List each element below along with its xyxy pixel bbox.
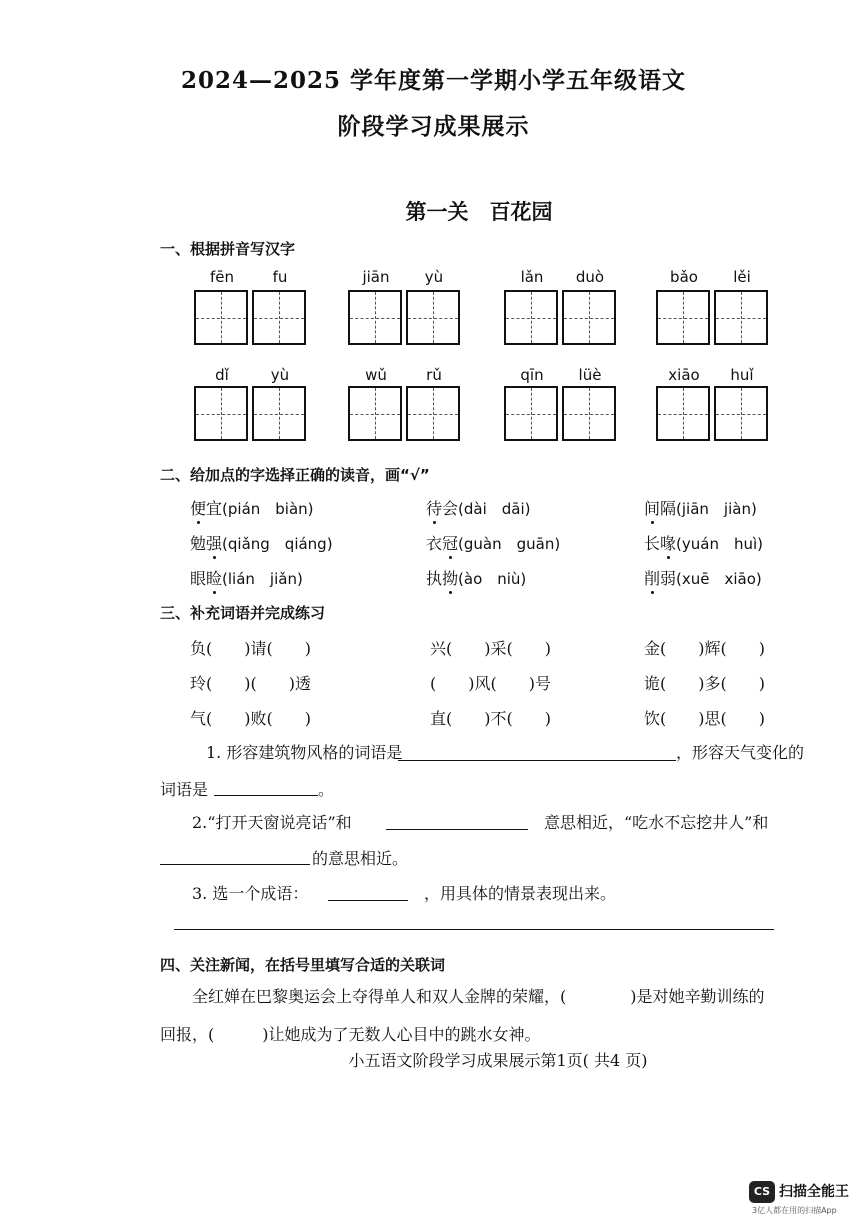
character-box[interactable] <box>656 290 710 345</box>
character-box[interactable] <box>194 386 248 441</box>
section4-heading: 四、关注新闻，在括号里填写合适的关联词 <box>160 956 446 974</box>
character-box[interactable] <box>504 386 558 441</box>
word-char: 宜 <box>206 499 223 518</box>
character-box[interactable] <box>348 386 402 441</box>
idiom-blank[interactable]: 兴( )采( ) <box>430 639 551 658</box>
pinyin-label: dǐ <box>215 366 229 384</box>
pronunciation-item[interactable] <box>190 496 314 519</box>
pronunciation-item[interactable] <box>644 496 757 519</box>
camscanner-logo: CS <box>749 1181 775 1203</box>
section2-heading: 二、给加点的字选择正确的读音，画“√” <box>160 466 430 484</box>
pinyin-options: (pián biàn) <box>222 500 314 518</box>
q1-answer-line-2[interactable] <box>214 795 318 796</box>
idiom-blank[interactable]: 直( )不( ) <box>430 709 551 728</box>
idiom-blank[interactable]: 诡( )多( ) <box>644 674 765 693</box>
character-box[interactable] <box>714 290 768 345</box>
pinyin-label: wǔ <box>365 366 387 384</box>
q3-end-text: ，用具体的情景表现出来。 <box>424 884 617 903</box>
exam-title: 2024—2025 学年度第一学期小学五年级语文 <box>180 67 687 94</box>
word-char: 衣 <box>426 534 443 553</box>
watermark-sub: 3亿人都在用的扫描App <box>752 1206 837 1215</box>
word-char: 间 <box>644 499 661 518</box>
word-char: 便 <box>190 499 207 518</box>
character-box[interactable] <box>194 290 248 345</box>
pinyin-label: rǔ <box>426 366 442 384</box>
news-line-1: 全红婵在巴黎奥运会上夺得单人和双人金牌的荣耀，( )是对她辛勤训练的 <box>192 987 765 1006</box>
watermark-name: 扫描全能王 <box>779 1184 849 1200</box>
character-box[interactable] <box>406 290 460 345</box>
word-char: 执 <box>426 569 443 588</box>
character-box[interactable] <box>714 386 768 441</box>
word-char: 冠 <box>442 534 459 553</box>
pinyin-options: (ào niù) <box>458 570 527 588</box>
character-box[interactable] <box>252 290 306 345</box>
character-box[interactable] <box>562 290 616 345</box>
character-box[interactable] <box>504 290 558 345</box>
word-char: 待 <box>426 499 443 518</box>
q2-end-text: 的意思相近。 <box>312 849 409 868</box>
pinyin-label: jiān <box>362 268 390 286</box>
pinyin-options: (qiǎng qiáng) <box>222 535 333 553</box>
pronunciation-item[interactable] <box>644 531 763 554</box>
pinyin-label: lěi <box>733 268 751 286</box>
q1-mid-text: ，形容天气变化的 <box>676 743 805 762</box>
q2-answer-line-2[interactable] <box>160 864 310 865</box>
pinyin-label: bǎo <box>670 268 698 286</box>
exam-subtitle: 阶段学习成果展示 <box>337 113 530 140</box>
section1-heading: 一、根据拼音写汉字 <box>160 240 296 258</box>
pronunciation-item[interactable] <box>644 566 762 589</box>
pinyin-label: huǐ <box>730 366 754 384</box>
q1-end-text: 。 <box>318 780 335 799</box>
q2-answer-line-1[interactable] <box>386 829 528 830</box>
q1-answer-line-1[interactable] <box>398 760 676 761</box>
idiom-blank[interactable]: 金( )辉( ) <box>644 639 765 658</box>
idiom-blank[interactable]: 气( )败( ) <box>190 709 311 728</box>
q2-prompt: 2.“打开天窗说亮话”和 <box>192 813 352 832</box>
pinyin-label: yù <box>270 366 290 384</box>
idiom-blank[interactable]: 饮( )思( ) <box>644 709 765 728</box>
idiom-blank[interactable]: ( )风( )号 <box>430 674 551 693</box>
word-char: 隔 <box>660 499 677 518</box>
word-char: 拗 <box>442 569 459 588</box>
pinyin-options: (dài dāi) <box>458 500 531 518</box>
word-char: 睑 <box>206 569 223 588</box>
word-char: 会 <box>442 499 459 518</box>
word-char: 喙 <box>660 534 677 553</box>
q3-prompt: 3. 选一个成语： <box>192 884 309 903</box>
word-char: 弱 <box>660 569 677 588</box>
q3-writing-line[interactable] <box>174 929 774 930</box>
character-box[interactable] <box>406 386 460 441</box>
pronunciation-item[interactable] <box>190 566 303 589</box>
pronunciation-item[interactable] <box>190 531 333 554</box>
q3-answer-line[interactable] <box>328 900 408 901</box>
word-char: 削 <box>644 569 661 588</box>
idiom-blank[interactable]: 玲( )( )透 <box>190 674 311 693</box>
character-box[interactable] <box>656 386 710 441</box>
pinyin-label: duò <box>575 268 605 286</box>
pinyin-label: yù <box>424 268 444 286</box>
character-box[interactable] <box>252 386 306 441</box>
pronunciation-item[interactable] <box>426 566 526 589</box>
section3-heading: 三、补充词语并完成练习 <box>160 604 326 622</box>
q1-prompt: 1. 形容建筑物风格的词语是 <box>206 743 403 762</box>
character-box[interactable] <box>348 290 402 345</box>
pinyin-options: (xuē xiāo) <box>676 570 762 588</box>
word-char: 长 <box>644 534 661 553</box>
pinyin-options: (jiān jiàn) <box>676 500 757 518</box>
level-title: 第一关 百花园 <box>405 199 553 224</box>
pinyin-label: qīn <box>520 366 544 384</box>
pinyin-label: fēn <box>209 268 235 286</box>
pinyin-options: (guàn guān) <box>458 535 561 553</box>
word-char: 勉 <box>190 534 207 553</box>
pinyin-label: lüè <box>578 366 602 384</box>
pinyin-label: lǎn <box>520 268 544 286</box>
pronunciation-item[interactable] <box>426 496 531 519</box>
q2-mid-text: 意思相近，“吃水不忘挖井人”和 <box>544 813 769 832</box>
pinyin-label: xiāo <box>668 366 700 384</box>
character-box[interactable] <box>562 386 616 441</box>
page-footer: 小五语文阶段学习成果展示第1页( 共4 页) <box>348 1051 648 1070</box>
pinyin-options: (yuán huì) <box>676 535 763 553</box>
q1-cont-text: 词语是 <box>160 780 209 799</box>
pinyin-label: fu <box>272 268 288 286</box>
word-char: 强 <box>206 534 223 553</box>
idiom-blank[interactable]: 负( )请( ) <box>190 639 311 658</box>
word-char: 眼 <box>190 569 207 588</box>
news-line-2: 回报，( )让她成为了无数人心目中的跳水女神。 <box>160 1025 541 1044</box>
pinyin-options: (lián jiǎn) <box>222 570 303 588</box>
pronunciation-item[interactable] <box>426 531 560 554</box>
